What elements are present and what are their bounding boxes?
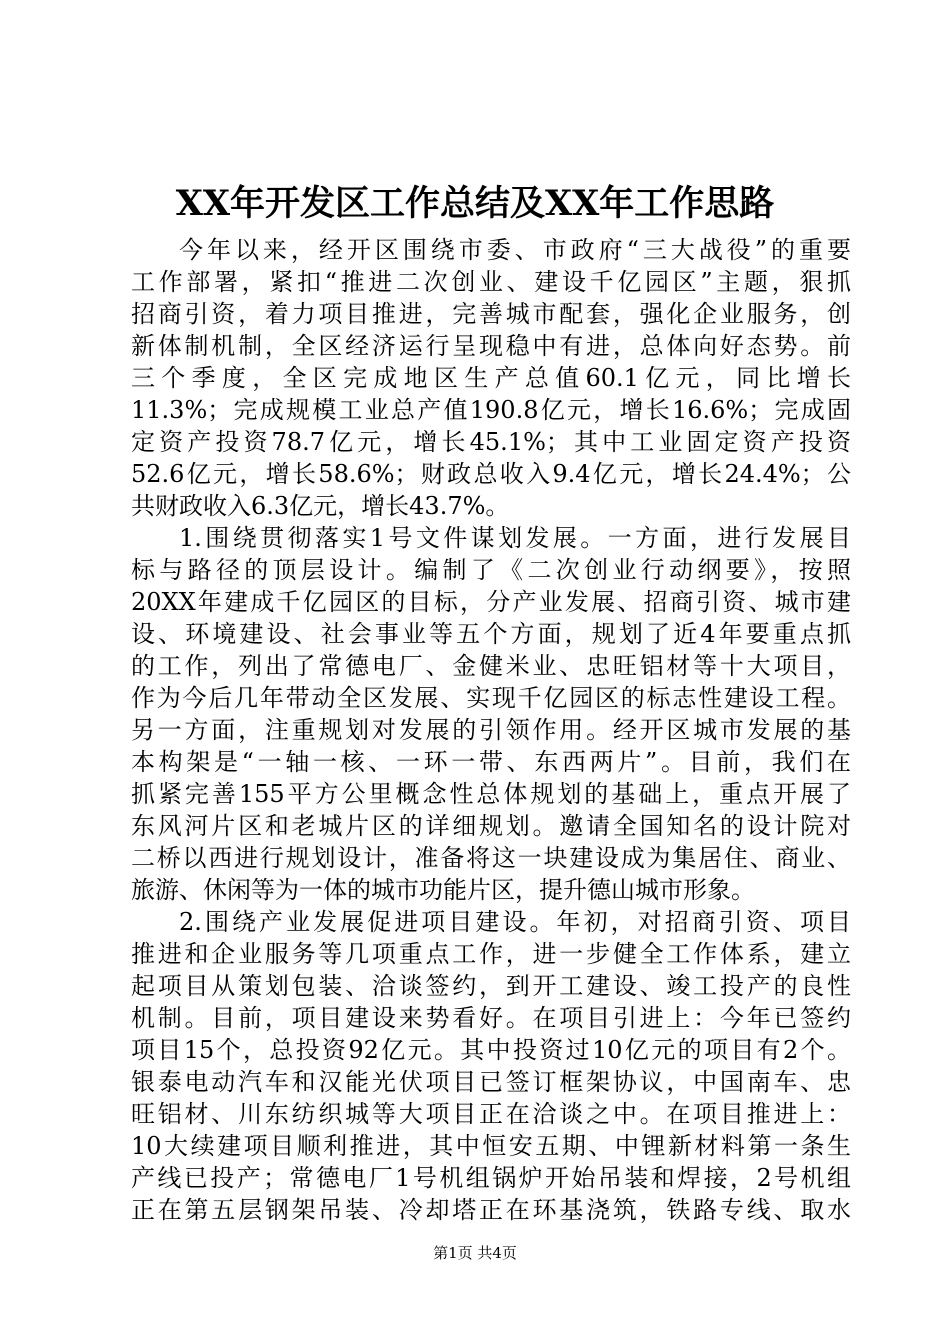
text-line: 1.围绕贯彻落实1号文件谋划发展。一方面，进行发展目 [179,524,851,552]
text-line: 三个季度，全区完成地区生产总值60.1亿元，同比增长 [131,364,851,392]
text-line: 机制。目前，项目建设来势看好。在项目引进上：今年已签约 [131,1004,851,1032]
text-line: 推进和企业服务等几项重点工作，进一步健全工作体系，建立 [131,940,851,968]
text-line: 20XX年建成千亿园区的目标，分产业发展、招商引资、城市建 [131,588,851,616]
page-footer: 第1页 共4页 [433,1244,517,1262]
text-line: 工作部署，紧扣“推进二次创业、建设千亿园区”主题，狠抓 [131,268,851,296]
text-line: 52.6亿元，增长58.6%；财政总收入9.4亿元，增长24.4%；公 [131,460,851,488]
text-line: 二桥以西进行规划设计，准备将这一块建设成为集居住、商业、 [131,844,851,872]
text-line: 10大续建项目顺利推进，其中恒安五期、中锂新材料第一条生 [131,1132,851,1160]
text-line: 招商引资，着力项目推进，完善城市配套，强化企业服务，创 [131,300,851,328]
document-title: XX年开发区工作总结及XX年工作思路 [175,183,775,224]
text-line: 作为今后几年带动全区发展、实现千亿园区的标志性建设工程。 [131,684,851,712]
text-line: 标与路径的顶层设计。编制了《二次创业行动纲要》，按照 [131,556,851,584]
text-line: 东风河片区和老城片区的详细规划。邀请全国知名的设计院对 [131,812,851,840]
text-line: 抓紧完善155平方公里概念性总体规划的基础上，重点开展了 [131,780,851,808]
text-line: 今年以来，经开区围绕市委、市政府“三大战役”的重要 [179,236,851,264]
text-line: 新体制机制，全区经济运行呈现稳中有进，总体向好态势。前 [131,332,851,360]
text-line: 项目15个，总投资92亿元。其中投资过10亿元的项目有2个。 [131,1036,851,1064]
text-line: 旅游、休闲等为一体的城市功能片区，提升德山城市形象。 [131,876,755,904]
text-line: 定资产投资78.7亿元，增长45.1%；其中工业固定资产投资 [131,428,851,456]
text-line: 11.3%；完成规模工业总产值190.8亿元，增长16.6%；完成固 [131,396,851,424]
text-line: 另一方面，注重规划对发展的引领作用。经开区城市发展的基 [131,716,851,744]
text-line: 正在第五层钢架吊装、冷却塔正在环基浇筑，铁路专线、取水 [131,1196,851,1224]
text-line: 共财政收入6.3亿元，增长43.7%。 [131,492,510,520]
text-line: 2.围绕产业发展促进项目建设。年初，对招商引资、项目 [179,908,851,936]
text-line: 设、环境建设、社会事业等五个方面，规划了近4年要重点抓 [131,620,851,648]
text-line: 本构架是“一轴一核、一环一带、东西两片”。目前，我们在 [131,748,851,776]
text-line: 产线已投产；常德电厂1号机组锅炉开始吊装和焊接，2号机组 [131,1164,851,1192]
text-line: 起项目从策划包装、洽谈签约，到开工建设、竣工投产的良性 [131,972,851,1000]
text-line: 的工作，列出了常德电厂、金健米业、忠旺铝材等十大项目， [131,652,851,680]
text-line: 银泰电动汽车和汉能光伏项目已签订框架协议，中国南车、忠 [131,1068,851,1096]
text-line: 旺铝材、川东纺织城等大项目正在洽谈之中。在项目推进上： [131,1100,851,1128]
document-body [131,234,851,1226]
